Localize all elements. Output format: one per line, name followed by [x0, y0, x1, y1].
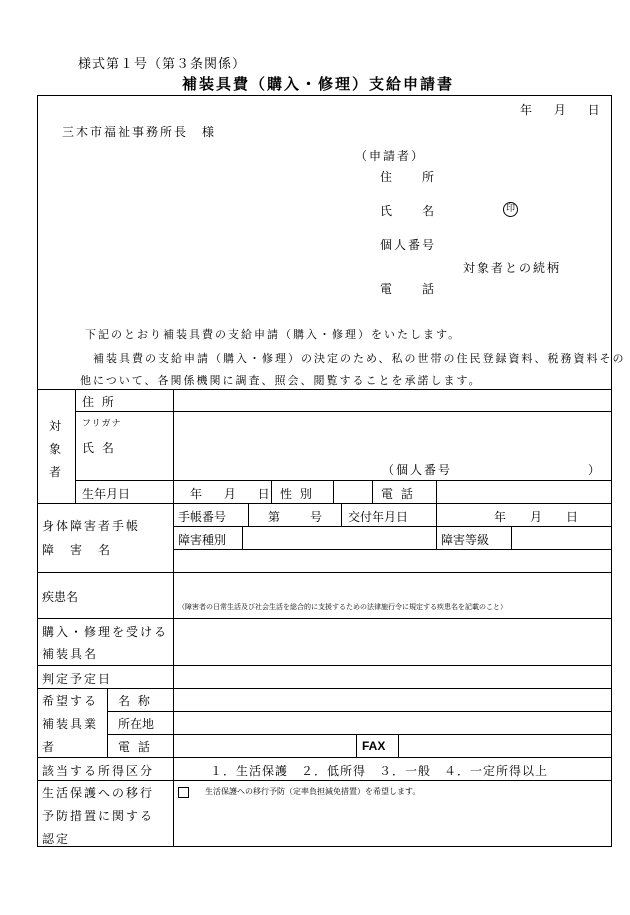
vendor-label-3: 者: [42, 740, 57, 754]
income-label: 該当する所得区分: [42, 764, 155, 778]
divider: [37, 572, 612, 573]
divider: [107, 711, 612, 712]
divider: [333, 480, 334, 503]
device-label-1: 購入・修理を受ける: [42, 625, 169, 639]
subject-birth-date: 年 月 日: [190, 487, 272, 501]
divider: [398, 734, 399, 757]
application-date: 年 月 日: [520, 103, 602, 117]
vendor-label-1: 希望する: [42, 694, 99, 708]
disability-grade-label: 障害等級: [441, 533, 490, 547]
prevention-label-3: 認定: [42, 832, 71, 846]
prevention-label-1: 生活保護への移行: [42, 786, 155, 800]
statement-line-1: 下記のとおり補装具費の支給申請（購入・修理）をいたします。: [85, 328, 462, 341]
divider: [242, 526, 243, 549]
divider: [37, 618, 612, 619]
divider: [173, 526, 612, 527]
vendor-location-label: 所在地: [118, 717, 155, 731]
subject-vlabel-1: 対: [49, 419, 62, 433]
certificate-label: 身体障害者手帳: [42, 519, 141, 533]
subject-vlabel-3: 者: [49, 465, 62, 479]
subject-vlabel-2: 象: [49, 442, 62, 456]
disability-type-label: 障害種別: [178, 533, 227, 547]
divider: [436, 526, 437, 549]
seal-icon: 印: [503, 202, 518, 217]
certificate-issue-label: 交付年月日: [348, 510, 409, 524]
subject-my-number-close: ）: [588, 463, 601, 477]
form-title: 補装具費（購入・修理）支給申請書: [182, 75, 455, 93]
divider: [37, 389, 612, 390]
divider: [356, 734, 357, 757]
certificate-number-label: 手帳番号: [178, 510, 227, 524]
divider: [37, 780, 612, 781]
vendor-phone-label: 電 話: [118, 740, 152, 754]
divider: [107, 734, 612, 735]
addressee: 三木市福祉事務所長 様: [62, 125, 217, 139]
divider: [37, 665, 612, 666]
disability-name-label: 障 害 名: [42, 543, 113, 557]
divider: [511, 526, 512, 549]
prevention-label-2: 予防措置に関する: [42, 809, 155, 823]
divider: [436, 503, 437, 526]
prevention-checkbox[interactable]: [178, 787, 189, 798]
applicant-my-number-label: 個人番号: [380, 238, 437, 252]
subject-address-label: 住 所: [82, 395, 116, 409]
subject-name-label: 氏 名: [82, 441, 116, 455]
applicant-phone-label: 電 話: [380, 282, 437, 296]
divider: [436, 480, 437, 503]
divider: [75, 480, 612, 481]
subject-birth-label: 生年月日: [82, 487, 131, 501]
certificate-number-value: 第 号: [268, 510, 325, 524]
subject-furigana-label: フリガナ: [82, 419, 122, 429]
divider: [372, 480, 373, 503]
income-options: １．生活保護 ２．低所得 ３．一般 ４．一定所得以上: [210, 764, 549, 778]
divider: [173, 389, 174, 847]
divider: [341, 503, 342, 526]
divider: [37, 688, 612, 689]
divider: [173, 549, 612, 550]
applicant-label: （申請者）: [355, 149, 426, 163]
divider: [37, 757, 612, 758]
vendor-label-2: 補装具業: [42, 717, 99, 731]
statement-line-3: 他について、各関係機関に調査、照会、閲覧することを承諾します。: [80, 374, 482, 387]
device-label-2: 補装具名: [42, 647, 99, 661]
certificate-issue-date: 年 月 日: [494, 510, 579, 524]
statement-line-2: 補装具費の支給申請（購入・修理）の決定のため、私の世帯の住民登録資料、税務資料その: [93, 352, 626, 365]
subject-phone-label: 電 話: [381, 487, 415, 501]
applicant-address-label: 住 所: [380, 170, 437, 184]
form-number: 様式第１号（第３条関係）: [78, 57, 247, 72]
subject-sex-label: 性 別: [280, 487, 314, 501]
vendor-name-label: 名 称: [118, 694, 152, 708]
relationship-label: 対象者との続柄: [463, 261, 562, 275]
subject-my-number-label: （個人番号: [382, 463, 453, 477]
applicant-name-label: 氏 名: [380, 204, 437, 218]
divider: [248, 503, 249, 526]
disease-note: （障害者の日常生活及び社会生活を総合的に支援するための法律施行令に規定する疾患名を記載のこと）: [178, 603, 507, 611]
divider: [37, 503, 612, 504]
vendor-fax-label: FAX: [362, 739, 386, 753]
divider: [107, 688, 108, 757]
judgment-date-label: 判定予定日: [42, 672, 113, 686]
divider: [75, 389, 76, 503]
prevention-text: 生活保護への移行予防（定率負担減免措置）を希望します。: [205, 787, 421, 796]
disease-label: 疾患名: [42, 590, 79, 604]
divider: [75, 411, 612, 412]
